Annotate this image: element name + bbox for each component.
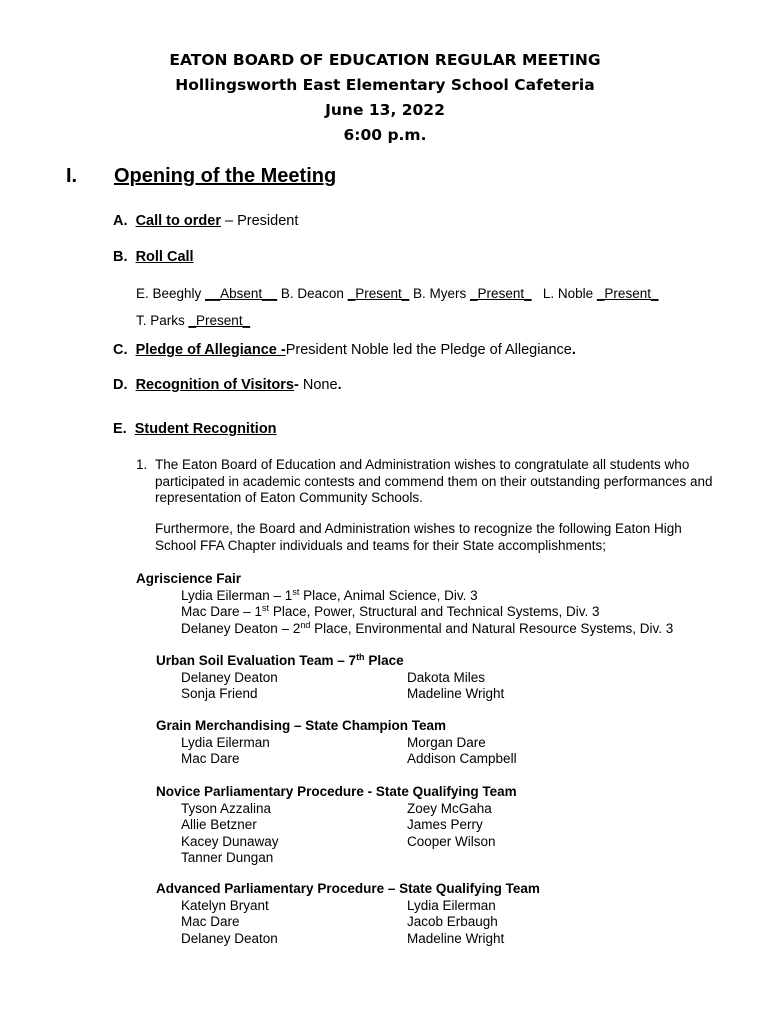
member-name: James Perry [407, 817, 483, 832]
document-header [0, 48, 770, 148]
agriscience-fair-group [136, 571, 673, 637]
item-letter: C. [113, 342, 128, 358]
meeting-time: 6:00 p.m. [343, 126, 427, 144]
item-letter: A. [113, 213, 128, 229]
grain-merchandising-team [156, 718, 716, 768]
member-name: B. Deacon [280, 286, 344, 301]
recognition-paragraph-2: Furthermore, the Board and Administration wishes to recognize the following Eaton High School FFA Chapter individuals and teams for their State accomplishments; [155, 521, 682, 553]
member-name: Delaney Deaton [181, 930, 278, 946]
award-text: Place, Environmental and Natural Resource Systems, Div. 3 [310, 620, 674, 636]
item-title: Roll Call [135, 249, 194, 265]
list-number: 1. [136, 457, 148, 472]
member-name: Dakota Miles [407, 669, 486, 685]
item-letter: D. [113, 377, 128, 393]
member-name: Kacey Dunaway [181, 833, 279, 849]
member-name: Madeline Wright [407, 930, 505, 946]
member-name: L. Noble [542, 286, 594, 301]
item-text: – President [220, 213, 299, 229]
award-text: Mac Dare – 1 [181, 604, 263, 619]
member-status: _Present_ [470, 286, 532, 301]
ordinal-suffix: st [292, 586, 300, 597]
member-name: Sonja Friend [181, 686, 258, 701]
member-name: Tanner Dungan [181, 850, 274, 865]
member-name: Tyson Azzalina [181, 800, 272, 816]
ordinal-suffix: th [356, 652, 365, 662]
item-student-recognition [113, 421, 277, 437]
group-heading-text: Place [364, 653, 404, 668]
item-title: Call to order [135, 213, 221, 229]
member-name: Delaney Deaton [181, 669, 278, 685]
member-name: Katelyn Bryant [181, 897, 269, 913]
item-pledge: C. Pledge of Allegiance -President Noble led the Pledge of Allegiance. [113, 342, 576, 358]
member-name: E. Beeghly [136, 286, 202, 301]
member-name: Madeline Wright [407, 686, 505, 701]
roll-call-line-1 [136, 286, 658, 301]
member-name: Mac Dare [181, 751, 240, 766]
item-title: Pledge of Allegiance - [135, 342, 286, 358]
item-letter: B. [113, 249, 128, 265]
meeting-title: EATON BOARD OF EDUCATION REGULAR MEETING [169, 51, 601, 69]
section-number: I. [66, 165, 78, 187]
member-name: Morgan Dare [407, 734, 486, 750]
ordinal-suffix: st [262, 603, 270, 613]
group-heading: Novice Parliamentary Procedure - State Qualifying Team [156, 784, 517, 799]
member-list [156, 735, 716, 768]
member-status: _Present_ [347, 286, 410, 301]
member-status: _Present_ [188, 313, 251, 328]
member-name: Allie Betzner [181, 817, 257, 832]
award-line [136, 621, 673, 638]
group-heading-text: Urban Soil Evaluation Team – 7 [156, 653, 357, 668]
roll-call-line-2 [136, 313, 250, 328]
meeting-date: June 13, 2022 [325, 101, 445, 119]
member-name: Cooper Wilson [407, 833, 496, 849]
group-heading: Agriscience Fair [136, 571, 242, 586]
award-text: Lydia Eilerman – 1 [181, 587, 293, 603]
award-text: Place, Power, Structural and Technical Systems, Div. 3 [269, 604, 600, 619]
award-text: Delaney Deaton – 2 [181, 620, 301, 636]
member-name: Lydia Eilerman [181, 734, 270, 750]
member-name: Addison Campbell [407, 751, 517, 766]
recognition-paragraph-1: The Eaton Board of Education and Administration wishes to congratulate all students who participated in academic contests and commend them on their outstanding performances and representation of Eaton Community Schools. [155, 457, 713, 505]
member-name: Jacob Erbaugh [407, 914, 498, 929]
group-heading: Grain Merchandising – State Champion Team [156, 718, 447, 733]
urban-soil-team [156, 653, 716, 703]
member-name: B. Myers [413, 286, 467, 301]
award-line [136, 604, 673, 621]
advanced-parliamentary-team [156, 881, 716, 948]
item-title: Recognition of Visitors [135, 377, 295, 393]
item-dash: - [294, 377, 299, 393]
item-roll-call [113, 249, 194, 265]
item-visitors: D. Recognition of Visitors- None. [113, 377, 342, 393]
member-name: T. Parks [136, 313, 185, 328]
member-name: Lydia Eilerman [407, 897, 496, 913]
member-list [156, 801, 716, 867]
section-title: Opening of the Meeting [114, 165, 337, 187]
member-status: _Present_ [596, 286, 659, 301]
item-call-to-order [113, 213, 298, 229]
item-title: Student Recognition [134, 421, 277, 437]
group-heading: Advanced Parliamentary Procedure – State Qualifying Team [156, 881, 540, 896]
meeting-location: Hollingsworth East Elementary School Cafeteria [175, 76, 595, 94]
ordinal-suffix: nd [300, 619, 311, 630]
group-heading [156, 653, 716, 670]
member-name: Zoey McGaha [407, 800, 492, 816]
member-list [156, 898, 716, 948]
item-letter: E. [113, 421, 127, 437]
award-line [136, 588, 673, 605]
item-text: None [298, 377, 338, 393]
member-name: Mac Dare [181, 914, 240, 929]
section-heading [66, 165, 336, 188]
item-text: President Noble led the Pledge of Allegiance [285, 342, 572, 358]
member-status: __Absent__ [205, 286, 278, 301]
award-text: Place, Animal Science, Div. 3 [299, 587, 478, 603]
member-list [156, 670, 716, 703]
novice-parliamentary-team [156, 784, 716, 867]
